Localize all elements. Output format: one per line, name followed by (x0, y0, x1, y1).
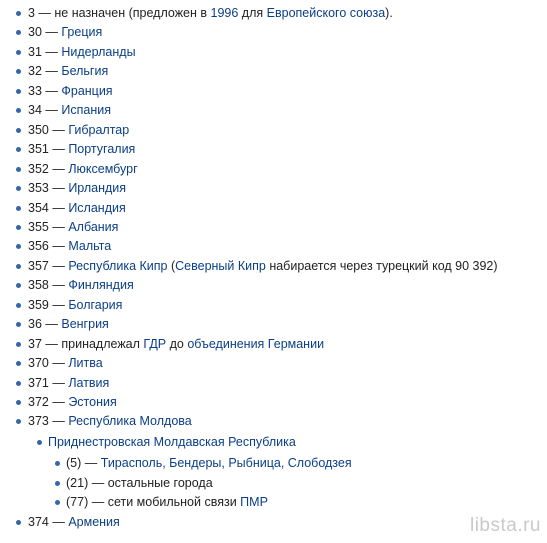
dash-separator: — (48, 258, 69, 273)
dash-separator: — (48, 375, 69, 390)
list-item (28, 355, 103, 372)
entry-link[interactable]: Европейского союза (266, 6, 386, 20)
list-item (28, 44, 136, 61)
dash-separator: — (48, 278, 69, 293)
dash-separator: — (48, 414, 69, 429)
country-code: 37 (28, 336, 42, 351)
entry-link[interactable]: Португалия (68, 142, 136, 157)
list-item (28, 394, 117, 411)
dash-separator: — (88, 495, 108, 510)
entry-text: остальные города (107, 475, 213, 490)
entry-text: до (166, 336, 188, 351)
watermark: libsta.ru (469, 515, 541, 536)
entry-text: принадлежал (61, 336, 144, 351)
list-item (28, 413, 192, 430)
nested-list-item (66, 475, 213, 492)
entry-text: сети мобильной связи (107, 495, 241, 510)
country-code: 34 (28, 103, 42, 118)
list-item (28, 336, 324, 353)
sublist-item (48, 434, 296, 451)
entry-link[interactable]: Эстония (68, 395, 117, 409)
list-item (28, 83, 113, 100)
nested-list-item (66, 494, 268, 511)
list-item (28, 375, 109, 392)
dash-separator: — (41, 25, 62, 40)
list-item (28, 277, 134, 294)
list-item (28, 5, 393, 22)
bullet-icon (16, 419, 21, 424)
entry-link[interactable]: Нидерланды (61, 44, 136, 59)
dash-separator: — (48, 297, 69, 312)
list-item (28, 219, 118, 236)
country-code: 358 (28, 278, 49, 293)
list-item (28, 63, 108, 80)
country-code: 370 (28, 356, 49, 371)
dash-separator: — (48, 515, 69, 530)
list-item (28, 297, 122, 314)
entry-link[interactable]: Венгрия (61, 317, 109, 332)
country-code: 373 (28, 414, 49, 429)
entry-link[interactable]: Люксембург (68, 161, 138, 176)
dash-separator: — (41, 44, 62, 59)
country-code: (77) (66, 495, 89, 510)
country-code: 351 (28, 142, 49, 157)
bullet-icon (55, 461, 60, 466)
dash-separator: — (34, 6, 55, 20)
entry-link[interactable]: Болгария (68, 297, 123, 312)
entry-link[interactable]: Ирландия (68, 181, 127, 196)
list-item (28, 24, 102, 41)
entry-link[interactable]: Греция (61, 25, 103, 40)
dash-separator: — (48, 219, 69, 234)
bullet-icon (16, 244, 21, 249)
dash-separator: — (48, 200, 69, 215)
list-item (28, 316, 109, 333)
bullet-icon (16, 89, 21, 94)
nested-list-item (66, 455, 352, 472)
country-code: 353 (28, 181, 49, 196)
bullet-icon (16, 400, 21, 405)
dash-separator: — (48, 142, 69, 157)
dash-separator: — (48, 161, 69, 176)
list-item (28, 161, 138, 178)
dash-separator: — (48, 395, 69, 409)
bullet-icon (16, 128, 21, 133)
entry-link[interactable]: 1996 (210, 6, 239, 20)
entry-link[interactable]: ГДР (143, 336, 167, 351)
bullet-icon (16, 30, 21, 35)
country-code: 354 (28, 200, 49, 215)
entry-link[interactable]: объединения Германии (187, 336, 325, 351)
bullet-icon (16, 147, 21, 152)
entry-link[interactable]: Испания (61, 103, 111, 118)
entry-text: не назначен (предложен в (54, 6, 211, 20)
country-code: 33 (28, 83, 42, 98)
country-code: 372 (28, 395, 49, 409)
bullet-icon (16, 186, 21, 191)
bullet-icon (16, 108, 21, 113)
entry-text: ). (385, 6, 393, 20)
bullet-icon (16, 225, 21, 230)
dash-separator: — (48, 356, 69, 371)
country-code: 357 (28, 258, 49, 273)
entry-link[interactable]: Армения (68, 515, 120, 530)
country-code: (21) (66, 475, 89, 490)
bullet-icon (16, 361, 21, 366)
bullet-icon (16, 206, 21, 211)
country-code: 355 (28, 219, 49, 234)
country-code: 350 (28, 122, 49, 137)
bullet-icon (16, 264, 21, 269)
dash-separator: — (88, 475, 108, 490)
dash-separator: — (41, 64, 62, 79)
bullet-icon (37, 440, 42, 445)
entry-link[interactable]: Бельгия (61, 64, 109, 79)
list-item (28, 141, 135, 158)
bullet-icon (16, 167, 21, 172)
list-item (28, 102, 111, 119)
entry-link[interactable]: Албания (68, 219, 119, 234)
list-item (28, 122, 129, 139)
country-code: 32 (28, 64, 42, 79)
bullet-icon (16, 520, 21, 525)
bullet-icon (16, 283, 21, 288)
entry-text: ( (167, 258, 176, 273)
list-item (28, 238, 111, 255)
entry-link[interactable]: Финляндия (68, 278, 134, 293)
bullet-icon (16, 342, 21, 347)
country-code: (5) (66, 456, 82, 471)
entry-link[interactable]: Северный Кипр (175, 258, 266, 273)
country-code: 371 (28, 375, 49, 390)
bullet-icon (16, 322, 21, 327)
dash-separator: — (48, 181, 69, 196)
country-code: 374 (28, 515, 49, 530)
bullet-icon (16, 11, 21, 16)
entry-link[interactable]: Мальта (68, 239, 112, 254)
bullet-icon (16, 381, 21, 386)
entry-link[interactable]: Литва (68, 356, 103, 371)
country-code: 356 (28, 239, 49, 254)
bullet-icon (16, 69, 21, 74)
list-item (28, 200, 126, 217)
country-code: 31 (28, 44, 42, 59)
entry-link[interactable]: Республика Молдова (68, 414, 192, 429)
country-code: 352 (28, 161, 49, 176)
dash-separator: — (48, 239, 69, 254)
country-code: 3 (28, 6, 35, 20)
dash-separator: — (41, 336, 62, 351)
bullet-icon (55, 500, 60, 505)
entry-link[interactable]: Франция (61, 83, 113, 98)
bullet-icon (16, 50, 21, 55)
dash-separator: — (41, 103, 62, 118)
dash-separator: — (48, 122, 69, 137)
bullet-icon (55, 481, 60, 486)
dash-separator: — (81, 456, 101, 471)
country-code: 36 (28, 317, 42, 332)
bullet-icon (16, 303, 21, 308)
entry-text: для (238, 6, 267, 20)
country-code: 30 (28, 25, 42, 40)
dash-separator: — (41, 317, 62, 332)
entry-link[interactable]: Исландия (68, 200, 126, 215)
country-code: 359 (28, 297, 49, 312)
entry-link[interactable]: ПМР (240, 495, 268, 510)
entry-link[interactable]: Гибралтар (68, 122, 130, 137)
list-item (28, 258, 498, 275)
list-item (28, 514, 120, 531)
dash-separator: — (41, 83, 62, 98)
entry-link[interactable]: Республика Кипр (68, 258, 168, 273)
list-item (28, 180, 126, 197)
sublist-title-link[interactable]: Приднестровская Молдавская Республика (48, 435, 296, 450)
entry-text: набирается через турецкий код 90 392) (265, 258, 498, 273)
entry-link[interactable]: Тирасполь, Бендеры, Рыбница, Слободзея (100, 456, 352, 471)
entry-link[interactable]: Латвия (68, 375, 110, 390)
